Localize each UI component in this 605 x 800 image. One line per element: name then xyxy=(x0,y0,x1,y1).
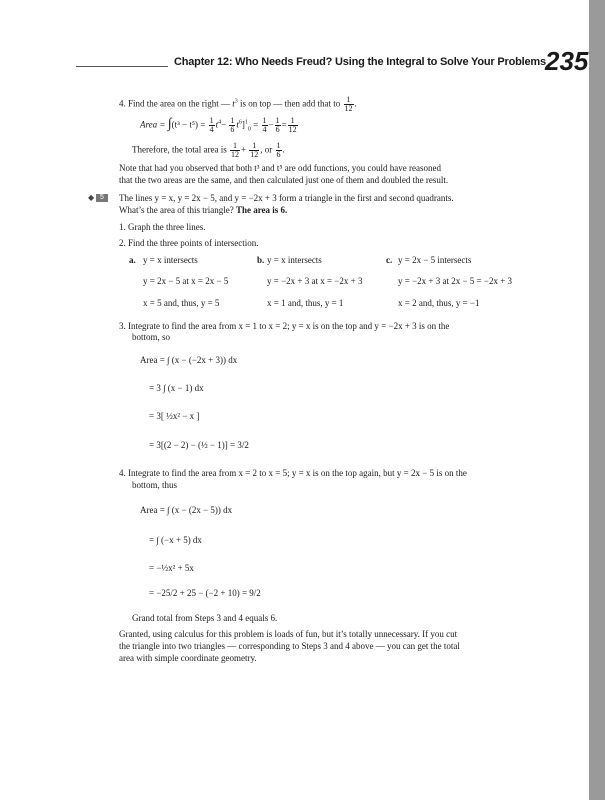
step3-eq-1: Area = ∫ (x − (−2x + 3)) dx xyxy=(140,355,238,365)
page-number: 235 xyxy=(545,46,589,76)
closing-line-3: area with simple coordinate geometry. xyxy=(119,653,257,663)
intersect-a-line2: x = 5 and, thus, y = 5 xyxy=(143,298,220,308)
step-1: 1. Graph the three lines. xyxy=(119,222,206,232)
step4-eq-1: Area = ∫ (x − (2x − 5)) dx xyxy=(140,505,233,515)
step4-eq-4: = −25/2 + 25 − (−2 + 10) = 9/2 xyxy=(149,588,261,598)
intersect-b-line2: x = 1 and, thus, y = 1 xyxy=(267,298,344,308)
step4-line-2: bottom, thus xyxy=(132,480,178,490)
page-edge-bar xyxy=(589,0,605,800)
prev-step4-total: Therefore, the total area is $\frac{1}{12}$ + $\frac{1}{12}$ , or $\frac{1}{6}$ . xyxy=(132,141,285,159)
header-rule xyxy=(76,66,168,67)
arrow-icon: ◆ xyxy=(88,193,95,202)
intersect-a-head: y = x intersects xyxy=(143,255,198,265)
intersect-a-line1: y = 2x − 5 at x = 2x − 5 xyxy=(143,276,229,286)
closing-line-2: the triangle into two triangles — corresponding to Steps 3 and 4 above — you can get the total xyxy=(119,641,460,651)
step3-eq-3: = 3[ ½x² − x ] xyxy=(149,411,200,421)
intersect-b-head: y = x intersects xyxy=(267,255,322,265)
intersect-c-line2: x = 2 and, thus, y = −1 xyxy=(398,298,480,308)
step4-line-1: 4. Integrate to find the area from x = 2 to x = 5; y = x is on the top again, but y = 2x − 5 is on the xyxy=(119,468,467,478)
problem-line-2: What’s the area of this triangle? The area is 6. xyxy=(119,205,288,215)
step4-eq-2: = ∫ (−x + 5) dx xyxy=(149,535,202,545)
chapter-header: Chapter 12: Who Needs Freud? Using the Integral to Solve Your Problems xyxy=(174,56,546,68)
intersect-c-line1: y = −2x + 3 at 2x − 5 = −2x + 3 xyxy=(398,276,513,286)
prev-step4-equation: Area = ∫(t³ − t⁵) = $\frac{1}{4}$ $t^4-$ $\frac{1}{6}$ $t^6]^1_0$ = $\frac{1}{4}$ − $\frac{1}{6}$ = $\frac{1}{12}$ xyxy=(140,116,297,134)
note-line-1: Note that had you observed that both t³ and t⁵ are odd functions, you could have reasoned xyxy=(119,163,442,173)
intersect-b-line1: y = −2x + 3 at x = −2x + 3 xyxy=(267,276,363,286)
intersect-a-label: a. xyxy=(129,255,136,265)
grand-total: Grand total from Steps 3 and 4 equals 6. xyxy=(132,613,278,623)
step3-line-2: bottom, so xyxy=(132,332,171,342)
step3-eq-4: = 3[(2 − 2) − (½ − 1)] = 3/2 xyxy=(149,440,249,450)
prev-step4-text: 4. Find the area on the right — $t^3$ is on top — then add that to $\frac{1}{12}$ . xyxy=(119,95,357,113)
problem-line-1: The lines y = x, y = 2x − 5, and y = −2x + 3 form a triangle in the first and second quadrants. xyxy=(119,193,454,203)
intersect-b-label: b. xyxy=(257,255,265,265)
note-line-2: that the two areas are the same, and then calculated just one of them and doubled the result. xyxy=(119,175,449,185)
step3-eq-2: = 3 ∫ (x − 1) dx xyxy=(149,383,204,393)
closing-line-1: Granted, using calculus for this problem is loads of fun, but it’s totally unnecessary. If you cut xyxy=(119,629,458,639)
intersect-c-head: y = 2x − 5 intersects xyxy=(398,255,472,265)
step-2: 2. Find the three points of intersection. xyxy=(119,238,259,248)
step3-line-1: 3. Integrate to find the area from x = 1 to x = 2; y = x is on the top and y = −2x + 3 is on the xyxy=(119,321,450,331)
intersect-c-label: c. xyxy=(386,255,393,265)
answer-text: The area is 6. xyxy=(235,205,288,215)
problem-number-badge: 5 xyxy=(96,194,108,202)
step4-eq-3: = −½x² + 5x xyxy=(149,563,194,573)
